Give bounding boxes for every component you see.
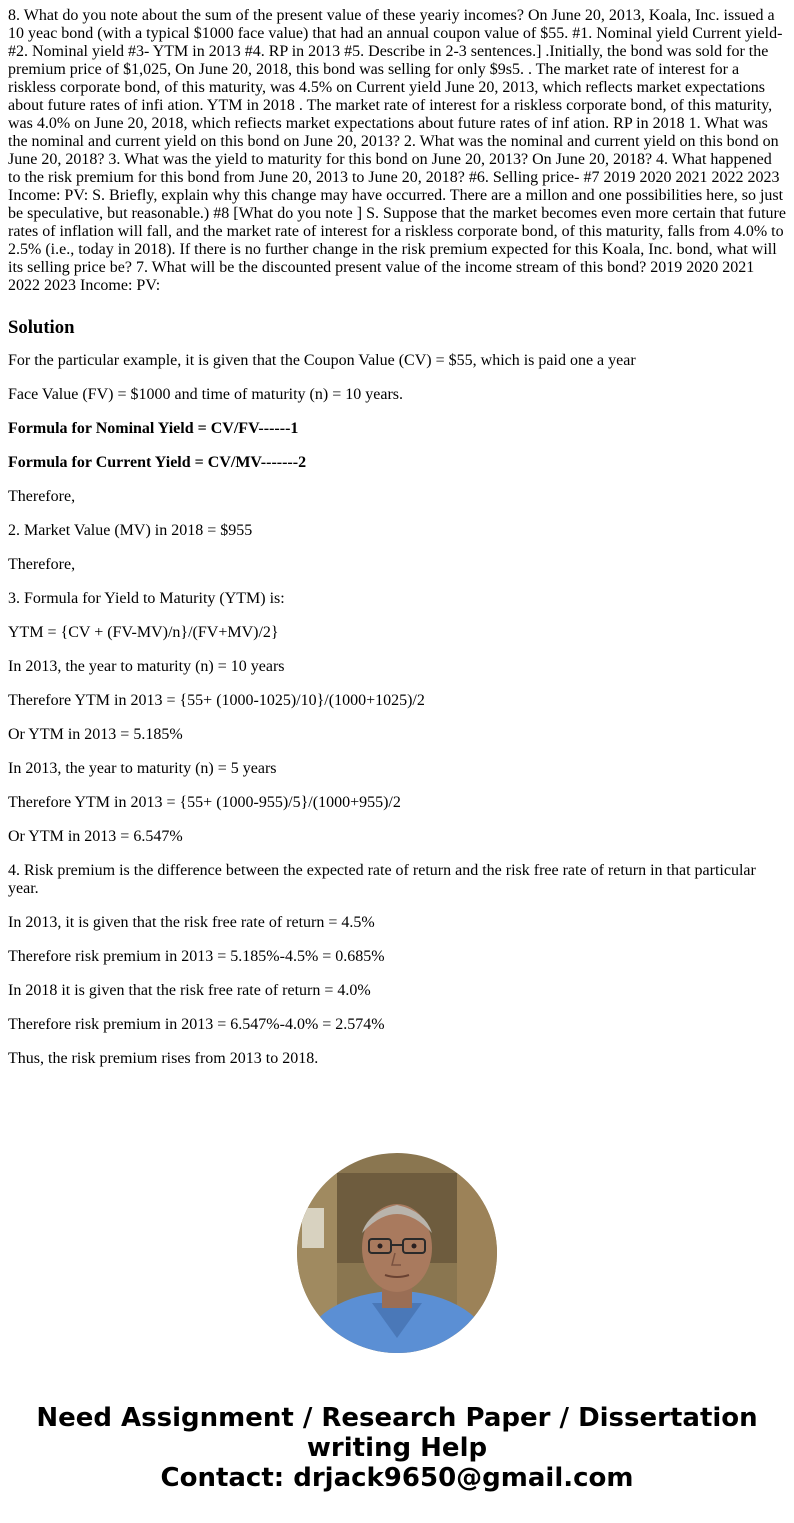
question-text: 8. What do you note about the sum of the present value of these yeariy incomes? On June 20, 2013, Koala, Inc. issued a 10 yeac bond (with a typical $1000 face value) that had an annual coupon value of $55. #1. Nominal yield Current yield- #2. Nominal yield #3- YTM in 2013 #4. RP in 2013 #5. Describe in 2-3 sentences.] .Initially, the bond was sold for the premium price of $1,025, On June 20, 2018, this bond was selling for only $9s5. . The market rate of interest for a riskless corporate bond, of this maturity, was 4.5% on Current yield June 20, 2013, which reflects market expectations about future rates of infi ation. YTM in 2018 . The market rate of interest for a riskless corporate bond, of this maturity, was 4.0% on June 20, 2018, which refiects market expectations about future rates of inf ation. RP in 2018 1. What was the nominal and current yield on this bond on June 20, 2013? 2. What was the nominal and current yield on this bond on June 20, 2018? 3. What was the yield to maturity for this bond on June 20, 2013? On June 20, 2018? 4. What happened to the risk premium for this bond from June 20, 2013 to June 20, 2018? #6. Selling price- #7 2019 2020 2021 2022 2023 Income: PV: S. Briefly, explain why this change may have occurred. There are a millon and one possibilities here, so just be speculative, but reasonable.) #8 [What do you note ] S. Suppose that the market becomes even more certain that future rates of inflation will fall, and the market rate of interest for a riskless corporate bond, of this maturity, falls from 4.0% to 2.5% (i.e., today in 2018). If there is no further change in the risk premium expected for this Koala, Inc. bond, what will its selling price be? 7. What will be the discounted present value of the income stream of this bond? 2019 2020 2021 2022 2023 Income: PV: [8, 7, 786, 294]
solution-line: In 2013, it is given that the risk free rate of return = 4.5% [8, 914, 375, 931]
solution-line: In 2013, the year to maturity (n) = 10 years [8, 658, 285, 675]
solution-line: Therefore risk premium in 2013 = 6.547%-4.0% = 2.574% [8, 1016, 385, 1033]
promo-line-1: Need Assignment / Research Paper / Dissertation [36, 1403, 758, 1433]
document-body [8, 7, 788, 1084]
solution-heading: Solution [8, 317, 75, 338]
solution-line: In 2013, the year to maturity (n) = 5 years [8, 760, 277, 777]
solution-line: Face Value (FV) = $1000 and time of maturity (n) = 10 years. [8, 386, 403, 403]
solution-line: 4. Risk premium is the difference between the expected rate of return and the risk free rate of return in that particular year. [8, 862, 756, 897]
solution-line: YTM = {CV + (FV-MV)/n}/(FV+MV)/2} [8, 624, 279, 641]
solution-line: Therefore, [8, 488, 76, 505]
solution-line: 3. Formula for Yield to Maturity (YTM) is: [8, 590, 285, 607]
solution-line: Or YTM in 2013 = 5.185% [8, 726, 183, 743]
solution-line: Therefore, [8, 556, 76, 573]
solution-line: 2. Market Value (MV) in 2018 = $955 [8, 522, 253, 539]
author-avatar [297, 1153, 497, 1353]
promo-banner [0, 1403, 794, 1493]
author-portrait-icon [297, 1153, 497, 1353]
solution-line: Formula for Current Yield = CV/MV-------2 [8, 454, 307, 471]
solution-line: Therefore YTM in 2013 = {55+ (1000-955)/5}/(1000+955)/2 [8, 794, 401, 811]
solution-list [8, 352, 788, 1068]
solution-line: Or YTM in 2013 = 6.547% [8, 828, 183, 845]
solution-line: For the particular example, it is given that the Coupon Value (CV) = $55, which is paid one a year [8, 352, 636, 369]
promo-contact-line: Contact: drjack9650@gmail.com [160, 1463, 634, 1493]
promo-line-2: writing Help [306, 1433, 488, 1463]
solution-line: In 2018 it is given that the risk free rate of return = 4.0% [8, 982, 371, 999]
solution-line: Therefore risk premium in 2013 = 5.185%-4.5% = 0.685% [8, 948, 385, 965]
solution-line: Thus, the risk premium rises from 2013 to 2018. [8, 1050, 319, 1067]
solution-line: Therefore YTM in 2013 = {55+ (1000-1025)/10}/(1000+1025)/2 [8, 692, 425, 709]
solution-line: Formula for Nominal Yield = CV/FV------1 [8, 420, 299, 437]
